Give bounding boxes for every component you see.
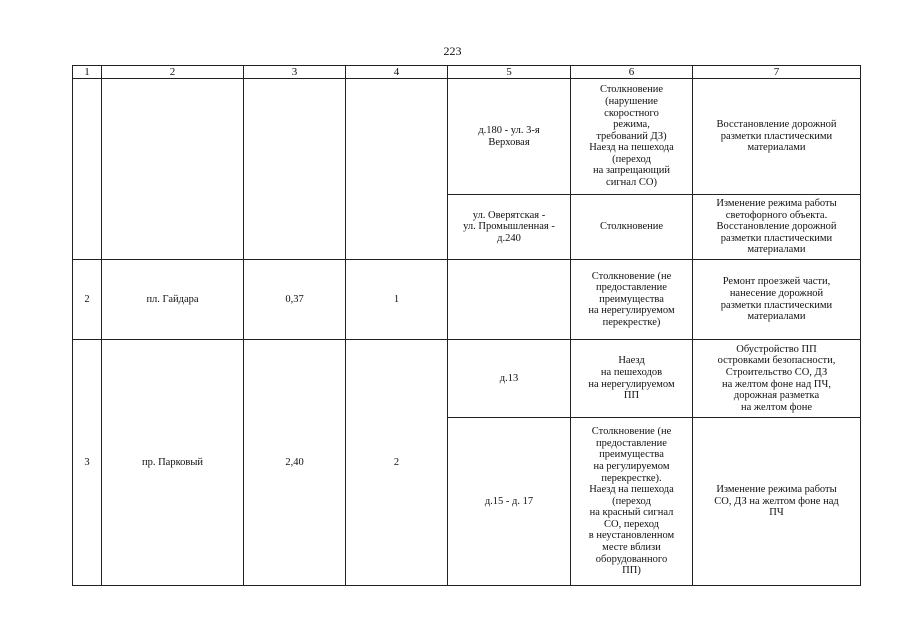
length-cell [244, 79, 346, 260]
measures-cell: Изменение режима работы светофорного объекта. Восстановление дорожной разметки пластическими материалами [693, 195, 861, 260]
count-cell [346, 79, 448, 260]
incident-cell: Наезд на пешеходов на нерегулируемом ПП [571, 340, 693, 418]
row-number: 2 [73, 260, 102, 340]
count-cell: 1 [346, 260, 448, 340]
incident-cell: Столкновение (нарушение скоростного режима, требований ДЗ) Наезд на пешехода (переход на запрещающий сигнал СО) [571, 79, 693, 195]
table-row [73, 340, 861, 418]
row-number: 3 [73, 340, 102, 586]
header-cell: 1 [73, 66, 102, 79]
table-row [73, 79, 861, 195]
incident-cell: Столкновение (не предоставление преимущества на нерегулируемом перекрестке) [571, 260, 693, 340]
row-number [73, 79, 102, 260]
measures-cell: Обустройство ПП островками безопасности, Строительство СО, ДЗ на желтом фоне над ПЧ, дорожная разметка на желтом фоне [693, 340, 861, 418]
measures-cell: Ремонт проезжей части, нанесение дорожной разметки пластическими материалами [693, 260, 861, 340]
header-cell: 7 [693, 66, 861, 79]
location-cell: д.15 - д. 17 [448, 418, 571, 586]
header-cell: 2 [102, 66, 244, 79]
length-cell: 0,37 [244, 260, 346, 340]
location-cell: д.13 [448, 340, 571, 418]
header-cell: 4 [346, 66, 448, 79]
location-cell: ул. Оверятская - ул. Промышленная - д.240 [448, 195, 571, 260]
incident-cell: Столкновение [571, 195, 693, 260]
measures-cell: Восстановление дорожной разметки пластическими материалами [693, 79, 861, 195]
header-cell: 5 [448, 66, 571, 79]
street-cell [102, 79, 244, 260]
location-cell: д.180 - ул. 3-я Верховая [448, 79, 571, 195]
header-cell: 6 [571, 66, 693, 79]
measures-cell: Изменение режима работы СО, ДЗ на желтом фоне над ПЧ [693, 418, 861, 586]
street-cell: пл. Гайдара [102, 260, 244, 340]
location-cell [448, 260, 571, 340]
count-cell: 2 [346, 340, 448, 586]
incident-cell: Столкновение (не предоставление преимущества на регулируемом перекрестке). Наезд на пешехода (переход на красный сигнал СО, переход в неустановленном месте вблизи оборудованного ПП) [571, 418, 693, 586]
header-cell: 3 [244, 66, 346, 79]
street-cell: пр. Парковый [102, 340, 244, 586]
length-cell: 2,40 [244, 340, 346, 586]
table-row [73, 260, 861, 340]
table-header-row [73, 66, 861, 79]
page-number: 223 [443, 44, 462, 58]
accident-table [72, 65, 861, 586]
